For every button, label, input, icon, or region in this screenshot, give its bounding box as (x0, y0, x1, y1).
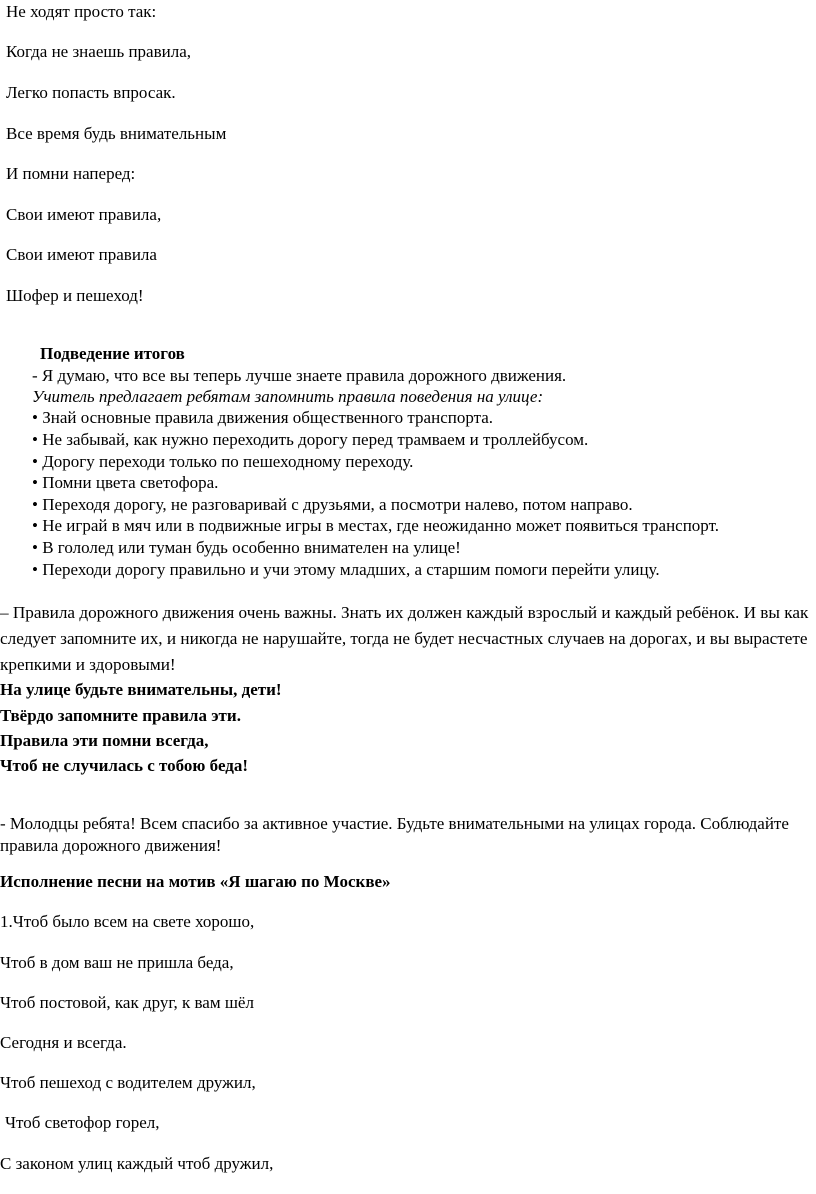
bold-poem-line: Твёрдо запомните правила эти. (0, 706, 241, 725)
song-line: С законом улиц каждый чтоб дружил, (0, 1154, 274, 1173)
song-line: Чтоб в дом ваш не пришла беда, (0, 953, 234, 972)
bold-poem-line: Чтоб не случилась с тобою беда! (0, 756, 249, 775)
rule-item: • Переходи дорогу правильно и учи этому младших, а старшим помоги перейти улицу. (32, 560, 660, 579)
song-line: Чтоб пешеход с водителем дружил, (0, 1073, 256, 1092)
poem-line: Свои имеют правила, (6, 205, 162, 224)
poem-line: Все время будь внимательным (6, 124, 227, 143)
song-line: Чтоб светофор горел, (5, 1113, 160, 1132)
poem-line: Когда не знаешь правила, (6, 42, 191, 61)
summary-intro: - Я думаю, что все вы теперь лучше знаете правила дорожного движения. (32, 366, 567, 385)
bold-poem-line: На улице будьте внимательны, дети! (0, 680, 282, 699)
poem-line: И помни наперед: (6, 164, 136, 183)
poem-line: Не ходят просто так: (6, 2, 157, 21)
rule-item: • В гололед или туман будь особенно внимателен на улице! (32, 538, 461, 557)
rule-item: • Переходя дорогу, не разговаривай с друзьями, а посмотри налево, потом направо. (32, 495, 633, 514)
rule-item: • Не играй в мяч или в подвижные игры в местах, где неожиданно может появиться транспорт. (32, 516, 719, 535)
closing-paragraph: – Правила дорожного движения очень важны. Знать их должен каждый взрослый и каждый ребёнок. И вы как следует запомните их, и никогда не нарушайте, тогда не будет несчастных случаев на дорогах, и вы вырастете крепкими и здоровыми! (0, 603, 809, 674)
poem-line: Свои имеют правила (6, 245, 157, 264)
song-line: Сегодня и всегда. (0, 1033, 127, 1052)
bold-poem-line: Правила эти помни всегда, (0, 731, 209, 750)
thanks-paragraph: - Молодцы ребята! Всем спасибо за активное участие. Будьте внимательными на улицах города. Соблюдайте правила дорожного движения! (0, 814, 789, 855)
song-line: Чтоб постовой, как друг, к вам шёл (0, 993, 254, 1012)
poem-line: Шофер и пешеход! (6, 286, 144, 305)
song-line: 1.Чтоб было всем на свете хорошо, (0, 912, 255, 931)
rule-item: • Знай основные правила движения общественного транспорта. (32, 408, 494, 427)
rule-item: • Не забывай, как нужно переходить дорогу перед трамваем и троллейбусом. (32, 430, 589, 449)
poem-line: Легко попасть впросак. (6, 83, 176, 102)
rule-item: • Дорогу переходи только по пешеходному переходу. (32, 452, 414, 471)
song-title: Исполнение песни на мотив «Я шагаю по Москве» (0, 872, 391, 891)
teacher-note: Учитель предлагает ребятам запомнить правила поведения на улице: (32, 387, 544, 406)
rule-item: • Помни цвета светофора. (32, 473, 219, 492)
summary-heading: Подведение итогов (40, 344, 185, 363)
